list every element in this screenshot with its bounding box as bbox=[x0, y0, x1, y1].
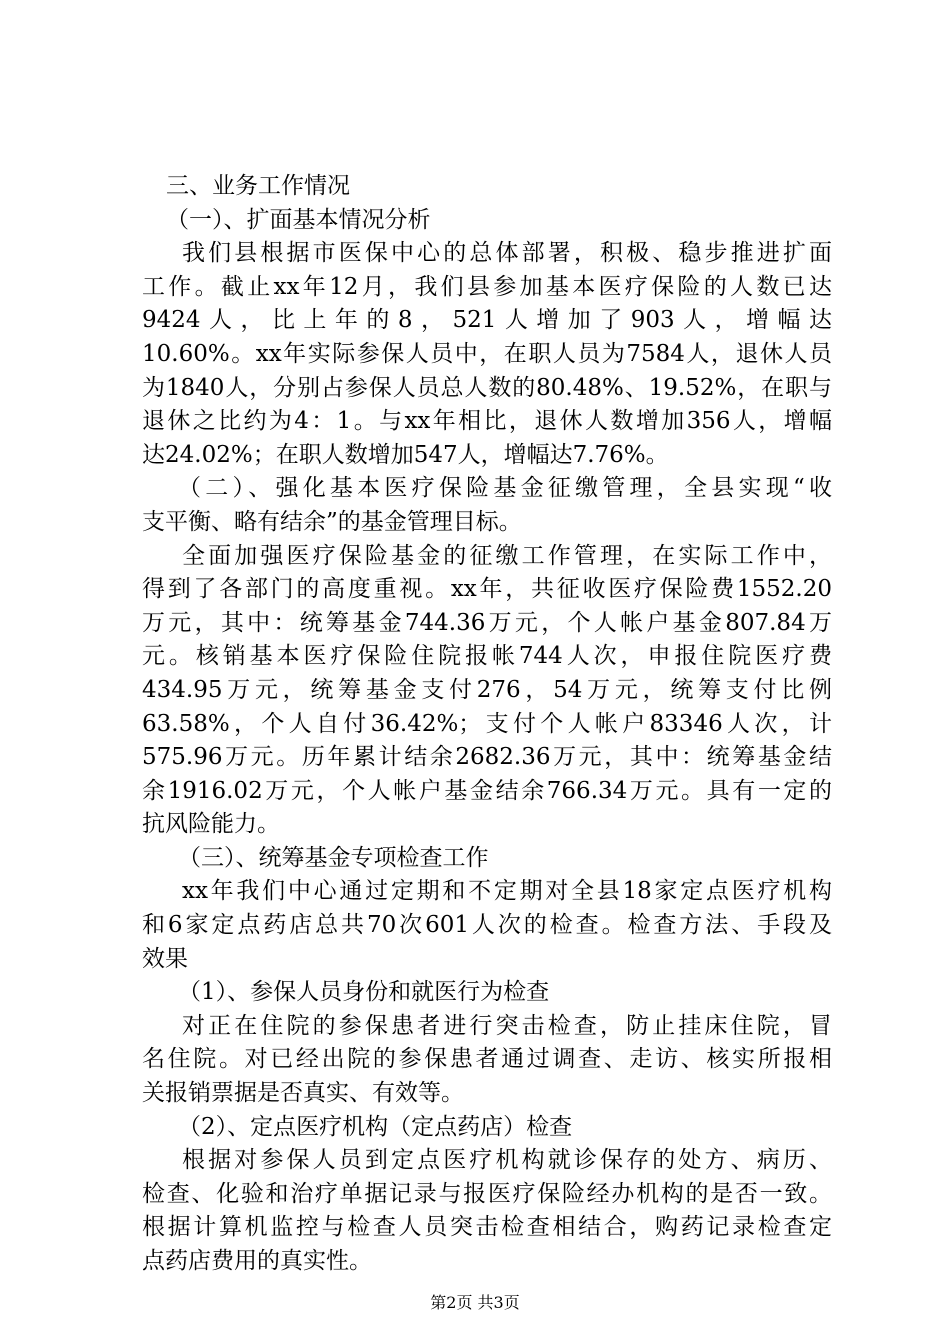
text-line: 我们县根据市医保中心的总体部署，积极、稳步推进扩面 bbox=[182, 240, 832, 267]
text-line: 根据计算机监控与检查人员突击检查相结合，购药记录检查定 bbox=[142, 1214, 832, 1241]
text-line: 点药店费用的真实性。 bbox=[142, 1248, 372, 1274]
text-line: 检查、化验和治疗单据记录与报医疗保险经办机构的是否一致。 bbox=[142, 1180, 832, 1207]
text-line: 575.96万元。历年累计结余2682.36万元，其中：统筹基金结 bbox=[142, 744, 832, 771]
subsection-heading: （三）、统筹基金专项检查工作 bbox=[178, 844, 489, 871]
text-line: 63.58%，个人自付36.42%；支付个人帐户83346人次，计 bbox=[142, 710, 832, 737]
text-line: 万元，其中：统筹基金744.36万元，个人帐户基金807.84万 bbox=[142, 609, 832, 636]
page-footer: 第2页 共3页 bbox=[430, 1293, 520, 1312]
text-line: 关报销票据是否真实、有效等。 bbox=[142, 1080, 464, 1107]
text-line: 得到了各部门的高度重视。xx年，共征收医疗保险费1552.20 bbox=[142, 576, 832, 603]
text-line: 达24.02%；在职人数增加547人，增幅达7.76%。 bbox=[142, 441, 669, 468]
text-line: 工作。截止xx年12月，我们县参加基本医疗保险的人数已达 bbox=[142, 273, 832, 300]
text-line: 退休之比约为4：1。与xx年相比，退休人数增加356人，增幅 bbox=[142, 408, 832, 435]
document-body bbox=[142, 170, 832, 1279]
text-line: 全面加强医疗保险基金的征缴工作管理，在实际工作中， bbox=[182, 542, 832, 569]
text-line: 抗风险能力。 bbox=[142, 811, 280, 838]
subsection-heading: （一）、扩面基本情况分析 bbox=[166, 206, 431, 233]
text-line: 对正在住院的参保患者进行突击检查，防止挂床住院，冒 bbox=[182, 1012, 832, 1039]
text-line: 名住院。对已经出院的参保患者通过调查、走访、核实所报相 bbox=[142, 1046, 832, 1073]
subsection-heading: （1）、参保人员身份和就医行为检查 bbox=[178, 979, 550, 1006]
section-heading: 三、业务工作情况 bbox=[166, 173, 350, 199]
text-line: 支平衡、略有结余”的基金管理目标。 bbox=[142, 508, 522, 535]
text-line: 根据对参保人员到定点医疗机构就诊保存的处方、病历、 bbox=[182, 1147, 832, 1174]
text-line: 为1840人，分别占参保人员总人数的80.48%、19.52%，在职与 bbox=[142, 374, 832, 401]
text-line: 9424人，比上年的8，521人增加了903人，增幅达 bbox=[142, 307, 832, 334]
text-line: 余1916.02万元，个人帐户基金结余766.34万元。具有一定的 bbox=[142, 777, 832, 804]
text-line: 和6家定点药店总共70次601人次的检查。检查方法、手段及 bbox=[142, 912, 832, 939]
text-line: xx年我们中心通过定期和不定期对全县18家定点医疗机构 bbox=[182, 878, 832, 905]
text-line: 434.95万元，统筹基金支付276，54万元，统筹支付比例 bbox=[142, 676, 832, 703]
subsection-heading: （2）、定点医疗机构（定点药店）检查 bbox=[178, 1113, 573, 1140]
text-line: 效果 bbox=[142, 945, 188, 972]
text-line: 10.60%。xx年实际参保人员中，在职人员为7584人，退休人员 bbox=[142, 340, 832, 367]
text-line: 元。核销基本医疗保险住院报帐744人次，申报住院医疗费 bbox=[142, 643, 832, 670]
subsection-heading: （二）、强化基本医疗保险基金征缴管理，全县实现“收 bbox=[178, 475, 832, 502]
